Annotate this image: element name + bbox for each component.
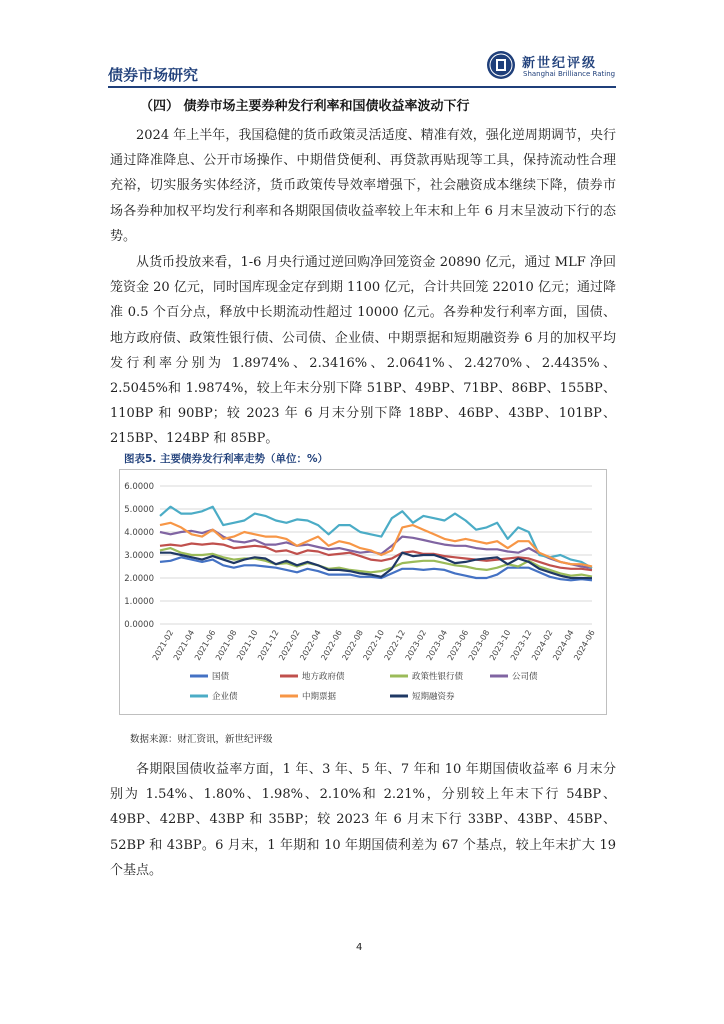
legend-label: 地方政府债 bbox=[302, 672, 345, 682]
x-tick-label: 2021-08 bbox=[213, 628, 239, 662]
x-tick-label: 2021-06 bbox=[192, 628, 218, 662]
y-tick-label: 4.0000 bbox=[124, 528, 154, 538]
header-divider bbox=[108, 86, 616, 88]
legend-label: 企业债 bbox=[212, 692, 238, 702]
y-tick-label: 2.0000 bbox=[124, 574, 154, 584]
logo-name-en: Shanghai Brilliance Rating bbox=[523, 70, 616, 78]
y-tick-label: 1.0000 bbox=[124, 597, 154, 607]
x-tick-label: 2021-10 bbox=[235, 628, 260, 662]
section-heading: （四） 债券市场主要券种发行利率和国债收益率波动下行 bbox=[140, 99, 470, 114]
x-tick-label: 2022-06 bbox=[319, 628, 344, 662]
x-tick-label: 2023-02 bbox=[403, 628, 429, 662]
x-tick-label: 2023-08 bbox=[466, 628, 492, 662]
paragraph-2: 从货币投放来看，1-6 月央行通过逆回购净回笼资金 20890 亿元，通过 MLF 净回笼资金 20 亿元，同时国库现金定存到期 1100 亿元，合计共回笼 22010 亿元；通过降准 0.5 个百分点，释放中长期流动性超过 10000 亿元。各券种发行利率方面，国债、地方政府债、政策性银行债、公司债、企业债、中期票据和短期融资券 6 月的加权平均发行利率分别为 1.8974%、2.3416%、2.0641%、2.4270%、2.4435%、2.5045%和 1.9874%，较上年末分别下降 51BP、49BP、71BP、86BP、155BP、110BP 和 90BP；较 2023 年 6 月末分别下降 18BP、46BP、43BP、101BP、215BP、124BP 和 85BP。 bbox=[110, 255, 616, 447]
y-tick-label: 0.0000 bbox=[124, 620, 154, 630]
x-tick-label: 2023-06 bbox=[445, 628, 471, 662]
logo-emblem-icon bbox=[486, 50, 516, 80]
x-tick-label: 2023-04 bbox=[424, 628, 450, 662]
header-title: 债券市场研究 bbox=[108, 66, 199, 84]
paragraph-1: 2024 年上半年，我国稳健的货币政策灵活适度、精准有效，强化逆周期调节，央行通过降准降息、公开市场操作、中期借贷便利、再贷款再贴现等工具，保持流动性合理充裕，切实服务实体经济，货币政策传导效率增强下，社会融资成本继续下降，债券市场各券种加权平均发行利率和各期限国债收益率较上年末和上年 6 月末呈波动下行的态势。 bbox=[110, 128, 616, 244]
legend-label: 国债 bbox=[212, 672, 230, 682]
x-tick-label: 2021-02 bbox=[150, 628, 176, 662]
x-tick-label: 2023-12 bbox=[508, 628, 534, 662]
paragraph-3: 各期限国债收益率方面，1 年、3 年、5 年、7 年和 10 年期国债收益率 6 月末分别为 1.54%、1.80%、1.98%、2.10%和 2.21%，分别较上年末下行 54BP、49BP、42BP、43BP 和 35BP；较 2023 年 6 月末下行 33BP、43BP、45BP、52BP 和 43BP。6 月末，1 年期和 10 年期国债利差为 67 个基点，较上年末扩大 19 个基点。 bbox=[110, 762, 616, 878]
x-tick-label: 2024-02 bbox=[530, 628, 555, 662]
page-number: 4 bbox=[356, 942, 363, 953]
figure-caption: 图表5. 主要债券发行利率走势（单位：%） bbox=[124, 453, 328, 465]
legend-label: 中期票据 bbox=[302, 692, 337, 702]
legend-label: 短期融资券 bbox=[412, 692, 455, 702]
y-tick-label: 5.0000 bbox=[124, 505, 154, 515]
x-tick-label: 2022-02 bbox=[277, 628, 302, 662]
x-tick-label: 2021-12 bbox=[256, 628, 281, 662]
y-tick-label: 3.0000 bbox=[124, 551, 154, 561]
x-tick-label: 2022-04 bbox=[298, 628, 323, 662]
x-tick-label: 2022-10 bbox=[361, 628, 387, 662]
legend-label: 政策性银行债 bbox=[412, 672, 464, 682]
x-tick-label: 2024-04 bbox=[551, 628, 576, 662]
x-tick-label: 2022-12 bbox=[382, 628, 408, 662]
x-tick-label: 2024-06 bbox=[572, 628, 597, 662]
y-tick-label: 6.0000 bbox=[124, 482, 154, 492]
legend-label: 公司债 bbox=[512, 672, 538, 682]
chart-container bbox=[119, 469, 607, 715]
x-tick-label: 2022-08 bbox=[340, 628, 365, 662]
logo-name-cn: 新世纪评级 bbox=[522, 56, 598, 71]
logo bbox=[486, 50, 626, 82]
x-tick-label: 2023-10 bbox=[487, 628, 513, 662]
figure-source: 数据来源：财汇资讯，新世纪评级 bbox=[130, 734, 273, 745]
line-chart bbox=[120, 470, 606, 714]
x-tick-label: 2021-04 bbox=[171, 628, 197, 662]
